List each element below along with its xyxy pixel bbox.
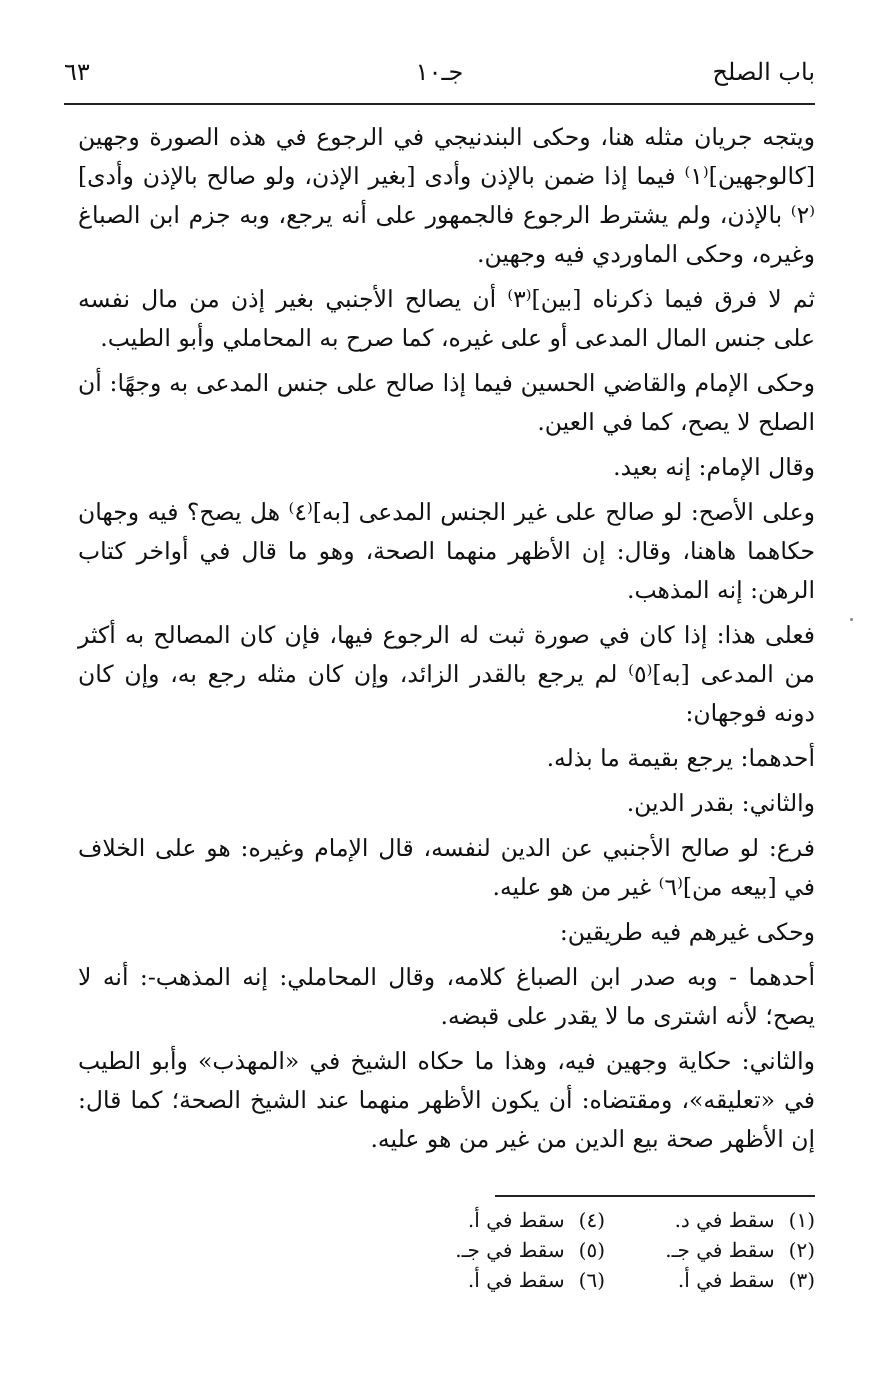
footnote-number: (٢) bbox=[788, 1238, 815, 1262]
footnote-column-first bbox=[575, 1205, 815, 1295]
footnote-number: (٥) bbox=[578, 1238, 605, 1262]
paragraph: فرع: لو صالح الأجنبي عن الدين لنفسه، قال الإمام وغيره: هو على الخلاف في [بيعه من]⁽٦⁾ غير من هو عليه. bbox=[78, 834, 815, 901]
footnote-number: (٤) bbox=[578, 1208, 605, 1232]
paragraph: فعلى هذا: إذا كان في صورة ثبت له الرجوع فيها، فإن كان المصالح به أكثر من المدعى [به]⁽٥⁾ لم يرجع بالقدر الزائد، وإن كان مثله رجع به، وإن كان دونه فوجهان: bbox=[78, 621, 815, 727]
paragraph: أحدهما: يرجع بقيمة ما بذله. bbox=[546, 744, 815, 772]
chapter-title: باب الصلح bbox=[712, 58, 815, 86]
paragraph: وحكى الإمام والقاضي الحسين فيما إذا صالح على جنس المدعى به وجهًا: أن الصلح لا يصح، كما في العين. bbox=[78, 369, 815, 436]
header-divider bbox=[64, 103, 815, 105]
footnote-divider bbox=[495, 1195, 815, 1197]
footnote-text: سقط في جـ. bbox=[665, 1238, 775, 1262]
margin-speck bbox=[850, 618, 853, 621]
running-header bbox=[64, 58, 815, 98]
paragraph: ويتجه جريان مثله هنا، وحكى البندنيجي في الرجوع في هذه الصورة وجهين [كالوجهين]⁽١⁾ فيما إذا ضمن بالإذن وأدى [بغير الإذن، ولو صالح بالإذن وأدى]⁽٢⁾ بالإذن، ولم يشترط الرجوع فالجمهور على أنه يرجع، وبه جزم ابن الصباغ وغيره، وحكى الماوردي فيه وجهين. bbox=[78, 123, 815, 268]
footnote-number: (١) bbox=[788, 1208, 815, 1232]
main-text bbox=[78, 118, 815, 1165]
volume-label: جـ١٠ bbox=[415, 58, 464, 86]
paragraph: وقال الإمام: إنه بعيد. bbox=[613, 453, 815, 481]
paragraph: أحدهما - وبه صدر ابن الصباغ كلامه، وقال المحاملي: إنه المذهب-: أنه لا يصح؛ لأنه اشترى ما لا يقدر على قبضه. bbox=[78, 963, 815, 1030]
page-number: ٦٣ bbox=[64, 58, 90, 86]
paragraph: والثاني: بقدر الدين. bbox=[626, 789, 815, 817]
footnote-number: (٣) bbox=[788, 1268, 815, 1292]
footnote-text: سقط في أ. bbox=[677, 1268, 775, 1292]
footnote-item bbox=[575, 1235, 815, 1265]
paragraph: وعلى الأصح: لو صالح على غير الجنس المدعى [به]⁽٤⁾ هل يصح؟ فيه وجهان حكاهما هاهنا، وقال: إن الأظهر منهما الصحة، وهو ما قال في أواخر كتاب الرهن: إنه المذهب. bbox=[78, 498, 816, 604]
footnote-number: (٦) bbox=[578, 1268, 605, 1292]
footnote-text: سقط في د. bbox=[674, 1208, 775, 1232]
footnote-item bbox=[575, 1265, 815, 1295]
paragraph: والثاني: حكاية وجهين فيه، وهذا ما حكاه الشيخ في «المهذب» وأبو الطيب في «تعليقه»، ومقتضاه: أن يكون الأظهر منهما عند الشيخ الصحة؛ كما قال: إن الأظهر صحة بيع الدين من غير من هو عليه. bbox=[78, 1047, 815, 1153]
footnote-item bbox=[365, 1265, 605, 1295]
footnote-item bbox=[365, 1205, 605, 1235]
footnote-item bbox=[365, 1235, 605, 1265]
footnote-text: سقط في جـ. bbox=[455, 1238, 565, 1262]
paragraph: ثم لا فرق فيما ذكرناه [بين]⁽٣⁾ أن يصالح الأجنبي بغير إذن من مال نفسه على جنس المال المدعى أو على غيره، كما صرح به المحاملي وأبو الطيب. bbox=[78, 285, 815, 352]
footnote-column-second bbox=[365, 1205, 605, 1295]
paragraph: وحكى غيرهم فيه طريقين: bbox=[559, 918, 815, 946]
footnote-text: سقط في أ. bbox=[467, 1268, 565, 1292]
footnote-item bbox=[575, 1205, 815, 1235]
footnote-text: سقط في أ. bbox=[467, 1208, 565, 1232]
